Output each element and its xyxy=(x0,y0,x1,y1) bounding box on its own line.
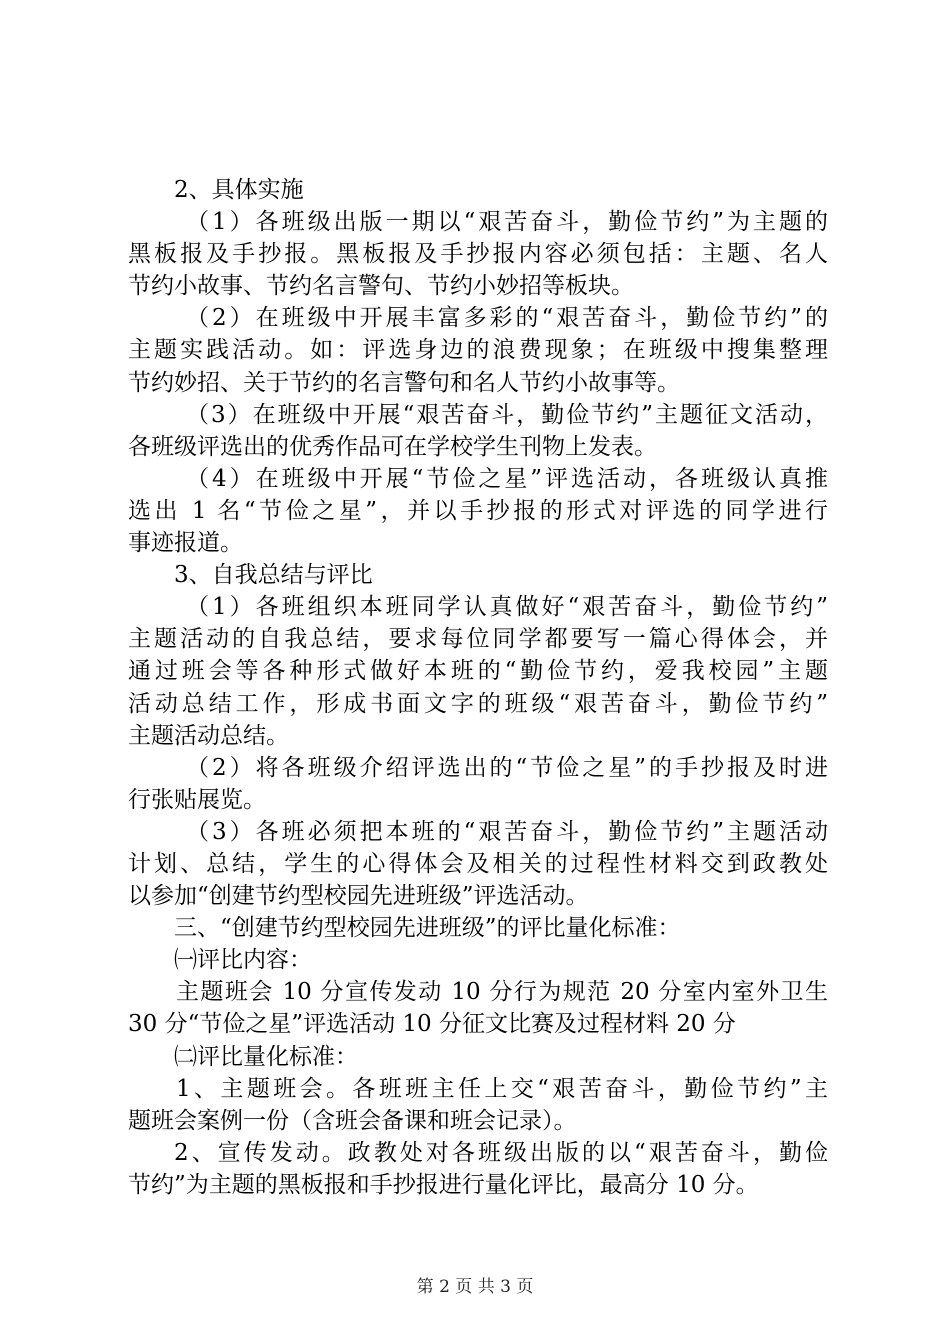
subsection-heading xyxy=(128,1041,828,1073)
text-line: （4）在班级中开展“节俭之星”评选活动，各班级认真推 xyxy=(186,465,828,492)
section-heading xyxy=(128,174,828,206)
paragraph-continued xyxy=(128,880,828,912)
text-line: 3、自我总结与评比 xyxy=(174,562,373,589)
text-line: 主题班会 10 分宣传发动 10 分行为规范 20 分室内室外卫生 xyxy=(176,979,828,1006)
paragraph xyxy=(128,206,828,238)
text-line: 主题活动的自我总结，要求每位同学都要写一篇心得体会，并 xyxy=(128,626,828,653)
text-line: 30 分“节俭之星”评选活动 10 分征文比赛及过程材料 20 分 xyxy=(128,1011,736,1038)
text-line: 计划、总结，学生的心得体会及相关的过程性材料交到政教处 xyxy=(128,850,828,877)
text-line: 主题实践活动。如：评选身边的浪费现象；在班级中搜集整理 xyxy=(128,337,828,364)
text-line: 三、“创建节约型校园先进班级”的评比量化标准： xyxy=(174,915,681,942)
paragraph-continued xyxy=(128,270,828,302)
text-line: 行张贴展览。 xyxy=(128,786,266,813)
paragraph xyxy=(128,399,828,431)
text-line: 活动总结工作，形成书面文字的班级“艰苦奋斗，勤俭节约” xyxy=(128,690,828,717)
paragraph xyxy=(128,816,828,848)
paragraph-continued xyxy=(128,623,828,655)
text-line: 节约”为主题的黑板报和手抄报进行量化评比，最高分 10 分。 xyxy=(128,1171,759,1198)
text-line: ㈡评比量化标准： xyxy=(174,1043,358,1070)
text-line: 各班级评选出的优秀作品可在学校学生刊物上发表。 xyxy=(128,433,657,460)
paragraph-continued xyxy=(128,720,828,752)
paragraph-continued xyxy=(128,527,828,559)
text-line: 通过班会等各种形式做好本班的“勤俭节约，爱我校园”主题 xyxy=(128,658,828,685)
paragraph-continued xyxy=(128,1008,828,1040)
text-line: 主题活动总结。 xyxy=(128,722,289,749)
paragraph xyxy=(128,1137,828,1169)
text-line: （1）各班组织本班同学认真做好“艰苦奋斗，勤俭节约” xyxy=(186,594,828,621)
text-line: 以参加“创建节约型校园先进班级”评选活动。 xyxy=(128,883,589,910)
text-line: 选出 1 名“节俭之星”，并以手抄报的形式对评选的同学进行 xyxy=(128,497,828,524)
page-footer xyxy=(0,1272,950,1297)
text-line: （1）各班级出版一期以“艰苦奋斗，勤俭节约”为主题的 xyxy=(186,209,828,236)
page-number: 第 2 页 共 3 页 xyxy=(416,1277,534,1297)
paragraph-continued xyxy=(128,495,828,527)
paragraph-continued xyxy=(128,848,828,880)
text-line: （3）在班级中开展“艰苦奋斗，勤俭节约”主题征文活动， xyxy=(186,401,828,428)
paragraph xyxy=(128,591,828,623)
text-line: （2）将各班级介绍评选出的“节俭之星”的手抄报及时进 xyxy=(186,754,828,781)
document-body xyxy=(128,174,828,1201)
paragraph-continued xyxy=(128,1105,828,1137)
paragraph-continued xyxy=(128,784,828,816)
text-line: 1、主题班会。各班班主任上交“艰苦奋斗，勤俭节约”主 xyxy=(176,1075,828,1102)
text-line: 2、具体实施 xyxy=(174,177,304,203)
paragraph xyxy=(128,976,828,1008)
paragraph-continued xyxy=(128,688,828,720)
text-line: 题班会案例一份（含班会备课和班会记录）。 xyxy=(128,1107,577,1134)
paragraph xyxy=(128,302,828,334)
text-line: ㈠评比内容： xyxy=(174,947,312,974)
text-line: 2、宣传发动。政教处对各班级出版的以“艰苦奋斗，勤俭 xyxy=(174,1139,828,1166)
paragraph-continued xyxy=(128,367,828,399)
section-heading xyxy=(128,559,828,591)
paragraph xyxy=(128,463,828,495)
text-line: 节约妙招、关于节约的名言警句和名人节约小故事等。 xyxy=(128,369,680,396)
paragraph-continued xyxy=(128,655,828,687)
text-line: 节约小故事、节约名言警句、节约小妙招等板块。 xyxy=(128,273,634,300)
text-line: 事迹报道。 xyxy=(128,530,243,557)
paragraph xyxy=(128,752,828,784)
text-line: （2）在班级中开展丰富多彩的“艰苦奋斗，勤俭节约”的 xyxy=(186,305,828,332)
paragraph-continued xyxy=(128,334,828,366)
paragraph-continued xyxy=(128,431,828,463)
text-line: 黑板报及手抄报。黑板报及手抄报内容必须包括：主题、名人 xyxy=(128,241,828,268)
paragraph xyxy=(128,1073,828,1105)
paragraph-continued xyxy=(128,1169,828,1201)
paragraph-continued xyxy=(128,238,828,270)
text-line: （3）各班必须把本班的“艰苦奋斗，勤俭节约”主题活动 xyxy=(186,818,828,845)
subsection-heading xyxy=(128,944,828,976)
section-heading xyxy=(128,912,828,944)
